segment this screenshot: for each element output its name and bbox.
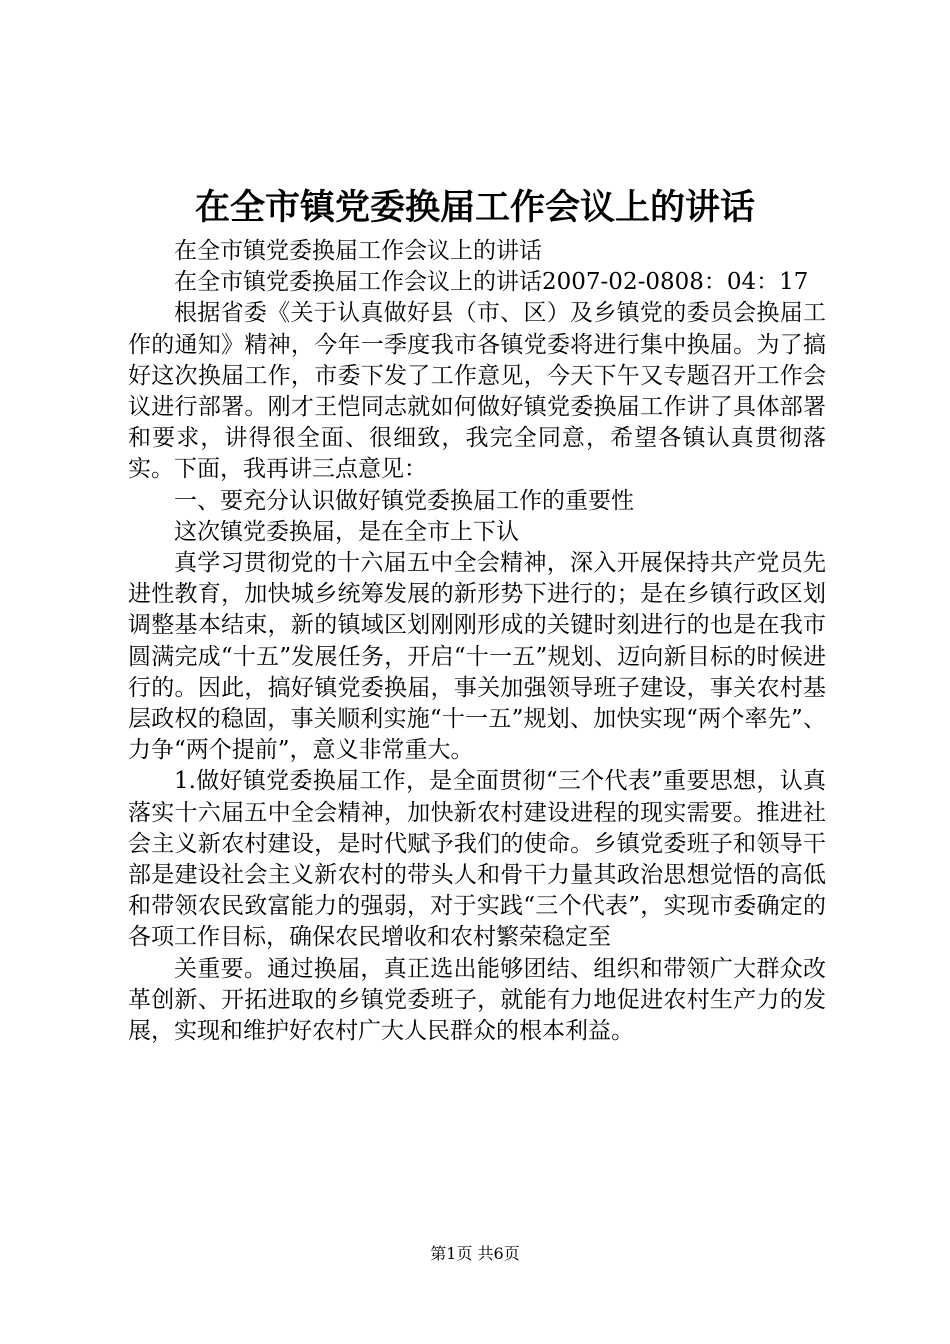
page-footer: 第1页 共6页 (430, 1244, 520, 1263)
document-body (128, 236, 826, 1047)
document-title: 在全市镇党委换届工作会议上的讲话 (194, 187, 755, 228)
paragraph-heading-repeat: 在全市镇党委换届工作会议上的讲话 (174, 238, 542, 264)
paragraph-continuation: 关重要。通过换届，真正选出能够团结、组织和带领广大群众改革创新、开拓进取的乡镇党委班子，就能有力地促进农村生产力的发展，实现和维护好农村广大人民群众的根本利益。 (128, 955, 826, 1045)
section-heading-1: 一、要充分认识做好镇党委换届工作的重要性 (174, 487, 634, 514)
paragraph-point-1: 1.做好镇党委换届工作，是全面贯彻“三个代表”重要思想，认真落实十六届五中全会精神，加快新农村建设进程的现实需要。推进社会主义新农村建设，是时代赋予我们的使命。乡镇党委班子和领导干部是建设社会主义新农村的带头人和骨干力量其政治思想觉悟的高低和带领农民致富能力的强弱，对于实践“三个代表”，实现市委确定的各项工作目标，确保农民增收和农村繁荣稳定至 (128, 768, 826, 951)
paragraph-dateline: 在全市镇党委换届工作会议上的讲话2007-02-0808：04：17 (174, 269, 809, 296)
paragraph-context: 真学习贯彻党的十六届五中全会精神，深入开展保持共产党员先进性教育，加快城乡统筹发展的新形势下进行的；是在乡镇行政区划调整基本结束，新的镇域区划刚刚形成的关键时刻进行的也是在我市圆满完成“十五”发展任务，开启“十一五”规划、迈向新目标的时候进行的。因此，搞好镇党委换届，事关加强领导班子建设，事关农村基层政权的稳固，事关顺利实施“十一五”规划、加快实现“两个率先”、力争“两个提前”，意义非常重大。 (128, 550, 826, 764)
paragraph-intro: 根据省委《关于认真做好县（市、区）及乡镇党的委员会换届工作的通知》精神，今年一季度我市各镇党委将进行集中换届。为了搞好这次换届工作，市委下发了工作意见，今天下午又专题召开工作会议进行部署。刚才王恺同志就如何做好镇党委换届工作讲了具体部署和要求，讲得很全面、很细致，我完全同意，希望各镇认真贯彻落实。下面，我再讲三点意见： (128, 300, 826, 483)
paragraph-fragment: 这次镇党委换届，是在全市上下认 (174, 518, 519, 545)
